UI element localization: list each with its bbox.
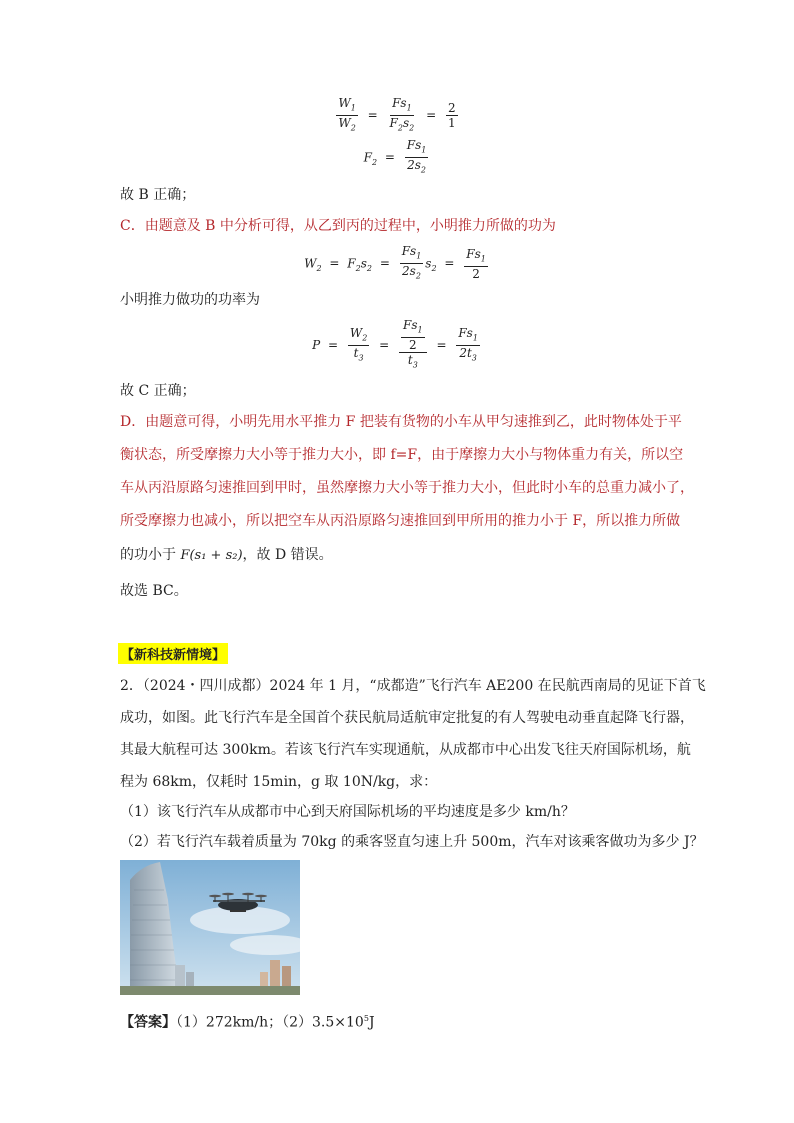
question-2-line-2: 成功，如图。此飞行汽车是全国首个获民航局适航审定批复的有人驾驶电动垂直起降飞行器，: [120, 710, 694, 726]
final-choice-text: 故选 BC。: [120, 583, 188, 599]
question-2-line-4: 程为 68km，仅耗时 15min，g 取 10N/kg，求：: [120, 774, 438, 790]
b-correct-text: 故 B 正确；: [120, 187, 196, 203]
question-2-line-1: 2．（2024・四川成都）2024 年 1 月，“成都造”飞行汽车 AE200 在民航西南局的见证下首飞: [120, 678, 706, 694]
equation-f2: $F_2$ = $\frac{Fs_1}{2s_2}$: [363, 138, 427, 175]
power-intro-text: 小明推力做功的功率为: [120, 292, 260, 308]
equation-w2: $W_2 = F_2s_2$ = $\frac{Fs_1}{2s_2}$ $s_2$ = $\frac{Fs_1}{2}$: [304, 244, 486, 282]
option-d-line-5: 的功小于 F(s₁ + s₂)，故 D 错误。: [120, 547, 333, 563]
option-d-line-4: 所受摩擦力也减小，所以把空车从丙沿原路匀速推回到甲所用的推力小于 F，所以推力所做: [120, 513, 681, 529]
answer-line: 【答案】（1）272km/h；$(2)3.5\times 10^5J$: [120, 1014, 375, 1031]
question-2-line-3: 其最大航程可达 300km。若该飞行汽车实现通航，从成都市中心出发飞往天府国际机场，航: [120, 742, 691, 758]
option-d-line-2: 衡状态，所受摩擦力大小等于推力大小，即 f=F，由于摩擦力大小与物体重力有关，所以空: [120, 447, 684, 463]
option-c-text: C．由题意及 B 中分析可得，从乙到丙的过程中，小明推力所做的功为: [120, 218, 556, 234]
option-d-line-3: 车从丙沿原路匀速推回到甲时，虽然摩擦力大小等于推力大小，但此时小车的总重力减小了，: [120, 480, 694, 496]
equation-power: P = $\frac{W_2}{t_3}$ = $\frac{\frac{Fs_1}{2}}{t_3}$ = $\frac{Fs_1}{2t_3}$: [312, 318, 478, 370]
flying-car-illustration: [120, 860, 300, 995]
c-correct-text: 故 C 正确；: [120, 383, 196, 399]
option-d-line-1: D．由题意可得，小明先用水平推力 F 把装有货物的小车从甲匀速推到乙，此时物体处于平: [120, 414, 682, 430]
equation-work-ratio: $\frac{W_1}{W_2}$ = $\frac{Fs_1}{F_2s_2}$ = $\frac{2}{1}$: [338, 96, 456, 133]
answer-text: （1）272km/h；（2）3.5×10: [176, 1014, 364, 1031]
question-2-sub-1: （1）该飞行汽车从成都市中心到天府国际机场的平均速度是多少 km/h？: [120, 804, 575, 820]
answer-label: 【答案】: [120, 1014, 176, 1031]
question-2-sub-2: （2）若飞行汽车载着质量为 70kg 的乘客竖直匀速上升 500m，汽车对该乘客做功为多少 J？: [120, 834, 704, 850]
section-tag: 【新科技新情境】: [118, 643, 228, 664]
